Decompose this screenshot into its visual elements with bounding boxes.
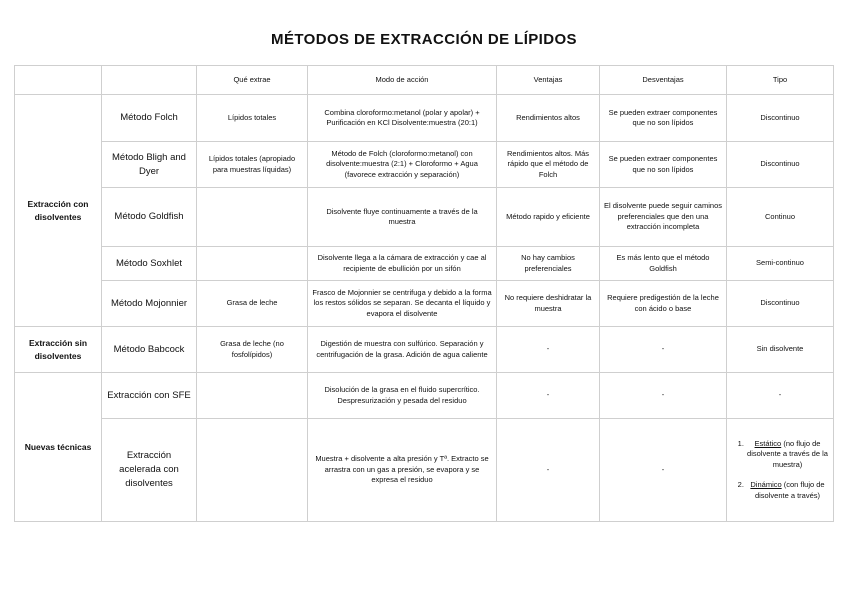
cell-ventajas: - <box>497 327 600 373</box>
tipo-desc: (no flujo de disolvente a través de la muestra) <box>747 438 828 469</box>
cell-modo: Combina cloroformo:metanol (polar y apolar) + Purificación en KCl Disolvente:muestra (20:1) <box>308 95 497 142</box>
table-row <box>15 327 834 373</box>
cell-desventajas: - <box>600 419 727 522</box>
list-item <box>746 439 829 471</box>
cell-ventajas: Rendimientos altos. Más rápido que el método de Folch <box>497 142 600 188</box>
header-que-extrae: Qué extrae <box>197 66 308 95</box>
cell-modo: Muestra + disolvente a alta presión y Tª. Extracto se arrastra con un gas a presión, se evapora y se expresa el residuo <box>308 419 497 522</box>
cell-tipo <box>727 419 834 522</box>
cell-tipo: Sin disolvente <box>727 327 834 373</box>
cell-modo: Disolución de la grasa en el fluido supercrítico. Despresurización y pesada del residuo <box>308 373 497 419</box>
method-name: Método Babcock <box>102 327 197 373</box>
cell-extrae: Grasa de leche (no fosfolípidos) <box>197 327 308 373</box>
cell-modo: Disolvente llega a la cámara de extracción y cae al recipiente de ebullición por un sifón <box>308 247 497 281</box>
cell-ventajas: - <box>497 419 600 522</box>
header-row <box>15 66 834 95</box>
cell-modo: Disolvente fluye continuamente a través de la muestra <box>308 188 497 247</box>
method-name: Método Soxhlet <box>102 247 197 281</box>
cell-tipo: Discontinuo <box>727 281 834 327</box>
cell-tipo: - <box>727 373 834 419</box>
method-name: Método Folch <box>102 95 197 142</box>
cell-ventajas: Rendimientos altos <box>497 95 600 142</box>
cell-modo: Método de Folch (cloroformo:metanol) con disolvente:muestra (2:1) + Cloroformo + Agua (favorece extracción y separación) <box>308 142 497 188</box>
tipo-term: Dinámico <box>750 480 782 490</box>
cell-ventajas: No hay cambios preferenciales <box>497 247 600 281</box>
tipo-list <box>731 439 829 502</box>
cell-desventajas: El disolvente puede seguir caminos preferenciales que den una extracción incompleta <box>600 188 727 247</box>
cell-extrae <box>197 247 308 281</box>
page-title: MÉTODOS DE EXTRACCIÓN DE LÍPIDOS <box>271 31 577 48</box>
method-name: Extracción acelerada con disolventes <box>102 419 197 522</box>
cell-desventajas: - <box>600 327 727 373</box>
method-name: Método Mojonnier <box>102 281 197 327</box>
table-row <box>15 142 834 188</box>
cell-extrae <box>197 188 308 247</box>
group-label: Extracción sin disolventes <box>15 327 102 373</box>
cell-extrae: Grasa de leche <box>197 281 308 327</box>
cell-desventajas: Se pueden extraer componentes que no son lípidos <box>600 142 727 188</box>
header-desventajas: Desventajas <box>600 66 727 95</box>
tipo-term: Estático <box>754 438 782 448</box>
table-row <box>15 281 834 327</box>
cell-extrae <box>197 419 308 522</box>
method-name: Extracción con SFE <box>102 373 197 419</box>
cell-tipo: Discontinuo <box>727 142 834 188</box>
method-name: Método Bligh and Dyer <box>102 142 197 188</box>
header-cell <box>15 66 102 95</box>
header-cell <box>102 66 197 95</box>
method-name: Método Goldfish <box>102 188 197 247</box>
header-modo-accion: Modo de acción <box>308 66 497 95</box>
table-row <box>15 247 834 281</box>
cell-extrae <box>197 373 308 419</box>
table-row <box>15 188 834 247</box>
cell-modo: Digestión de muestra con sulfúrico. Separación y centrifugación de la grasa. Adición de agua caliente <box>308 327 497 373</box>
list-item <box>746 480 829 501</box>
cell-tipo: Continuo <box>727 188 834 247</box>
table-row <box>15 419 834 522</box>
cell-desventajas: Requiere predigestión de la leche con ácido o base <box>600 281 727 327</box>
group-label: Extracción con disolventes <box>15 95 102 327</box>
cell-ventajas: No requiere deshidratar la muestra <box>497 281 600 327</box>
lipid-methods-table <box>14 65 834 522</box>
cell-ventajas: Método rapido y eficiente <box>497 188 600 247</box>
table-row <box>15 95 834 142</box>
cell-desventajas: Es más lento que el método Goldfish <box>600 247 727 281</box>
header-tipo: Tipo <box>727 66 834 95</box>
group-label: Nuevas técnicas <box>15 373 102 522</box>
cell-ventajas: - <box>497 373 600 419</box>
cell-desventajas: - <box>600 373 727 419</box>
cell-extrae: Lípidos totales <box>197 95 308 142</box>
cell-desventajas: Se pueden extraer componentes que no son lípidos <box>600 95 727 142</box>
table-row <box>15 373 834 419</box>
header-ventajas: Ventajas <box>497 66 600 95</box>
cell-tipo: Discontinuo <box>727 95 834 142</box>
cell-modo: Frasco de Mojonnier se centrifuga y debido a la forma los restos sólidos se separan. Se decanta el líquido y evapora el disolvente <box>308 281 497 327</box>
cell-tipo: Semi-continuo <box>727 247 834 281</box>
cell-extrae: Lípidos totales (apropiado para muestras líquidas) <box>197 142 308 188</box>
tipo-desc: (con flujo de disolvente a través) <box>754 480 825 500</box>
